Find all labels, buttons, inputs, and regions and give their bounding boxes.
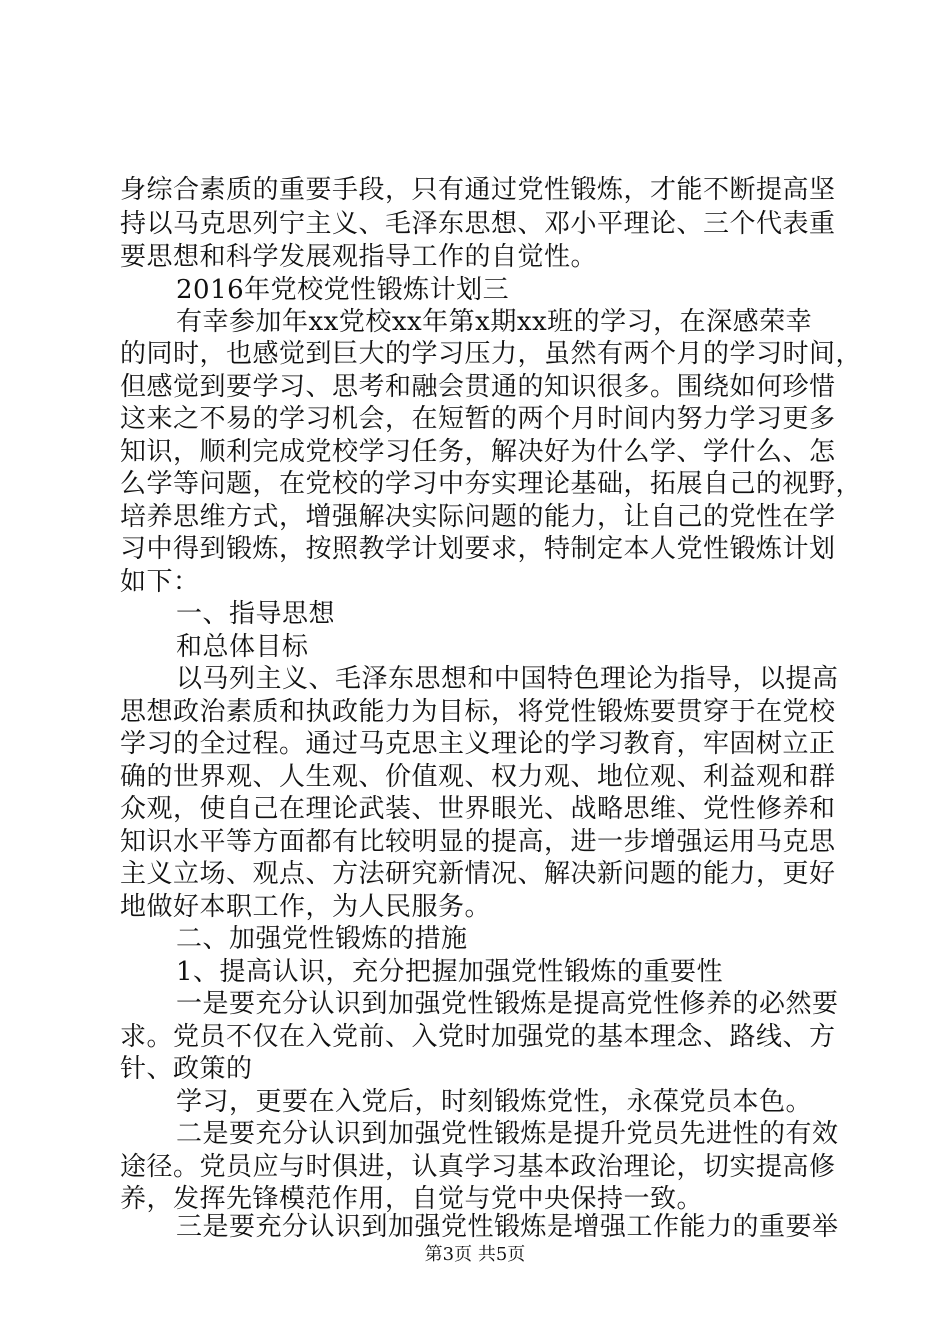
- text-line: 知识，顺利完成党校学习任务，解决好为什么学、学什么、怎: [120, 437, 836, 467]
- text-line: 培养思维方式，增强解决实际问题的能力，让自己的党性在学: [120, 502, 836, 532]
- text-line: 的同时，也感觉到巨大的学习压力，虽然有两个月的学习时间，: [120, 339, 863, 369]
- section-heading: 二、加强党性锻炼的措施: [176, 924, 468, 954]
- text-line: 求。党员不仅在入党前、入党时加强党的基本理念、路线、方: [120, 1022, 836, 1052]
- text-line: 这来之不易的学习机会，在短暂的两个月时间内努力学习更多: [120, 404, 836, 434]
- text-line: 针、政策的: [120, 1054, 253, 1084]
- text-line: 众观，使自己在理论武装、世界眼光、战略思维、党性修养和: [120, 794, 836, 824]
- section-heading: 2016年党校党性锻炼计划三: [176, 275, 510, 305]
- text-line: 养，发挥先锋模范作用，自觉与党中央保持一致。: [120, 1184, 704, 1214]
- text-line: 确的世界观、人生观、价值观、权力观、地位观、利益观和群: [120, 762, 836, 792]
- text-line: 习中得到锻炼，按照教学计划要求，特制定本人党性锻炼计划: [120, 534, 836, 564]
- text-line: 二是要充分认识到加强党性锻炼是提升党员先进性的有效: [176, 1119, 839, 1149]
- page-number: 第3页 共5页: [424, 1244, 526, 1265]
- text-line: 一是要充分认识到加强党性锻炼是提高党性修养的必然要: [176, 989, 839, 1019]
- text-line: 么学等问题，在党校的学习中夯实理论基础，拓展自己的视野，: [120, 469, 863, 499]
- text-line: 如下：: [120, 567, 200, 597]
- text-line: 要思想和科学发展观指导工作的自觉性。: [120, 242, 598, 272]
- text-line: 身综合素质的重要手段，只有通过党性锻炼，才能不断提高坚: [120, 175, 836, 205]
- section-heading: 1、提高认识，充分把握加强党性锻炼的重要性: [176, 957, 724, 987]
- text-line: 学习，更要在入党后，时刻锻炼党性，永葆党员本色。: [176, 1087, 813, 1117]
- text-line: 三是要充分认识到加强党性锻炼是增强工作能力的重要举: [176, 1212, 839, 1242]
- text-line: 学习的全过程。通过马克思主义理论的学习教育，牢固树立正: [120, 729, 836, 759]
- text-line: 但感觉到要学习、思考和融会贯通的知识很多。围绕如何珍惜: [120, 372, 836, 402]
- section-heading: 和总体目标: [176, 632, 309, 662]
- text-line: 有幸参加年xx党校xx年第x期xx班的学习，在深感荣幸: [176, 307, 813, 337]
- text-line: 知识水平等方面都有比较明显的提高，进一步增强运用马克思: [120, 827, 836, 857]
- text-line: 思想政治素质和执政能力为目标，将党性锻炼要贯穿于在党校: [120, 697, 836, 727]
- text-line: 地做好本职工作，为人民服务。: [120, 892, 492, 922]
- section-heading: 一、指导思想: [176, 599, 336, 629]
- text-line: 主义立场、观点、方法研究新情况、解决新问题的能力，更好: [120, 859, 836, 889]
- text-line: 持以马克思列宁主义、毛泽东思想、邓小平理论、三个代表重: [120, 209, 836, 239]
- text-line: 以马列主义、毛泽东思想和中国特色理论为指导，以提高: [176, 664, 839, 694]
- text-line: 途径。党员应与时俱进，认真学习基本政治理论，切实提高修: [120, 1152, 836, 1182]
